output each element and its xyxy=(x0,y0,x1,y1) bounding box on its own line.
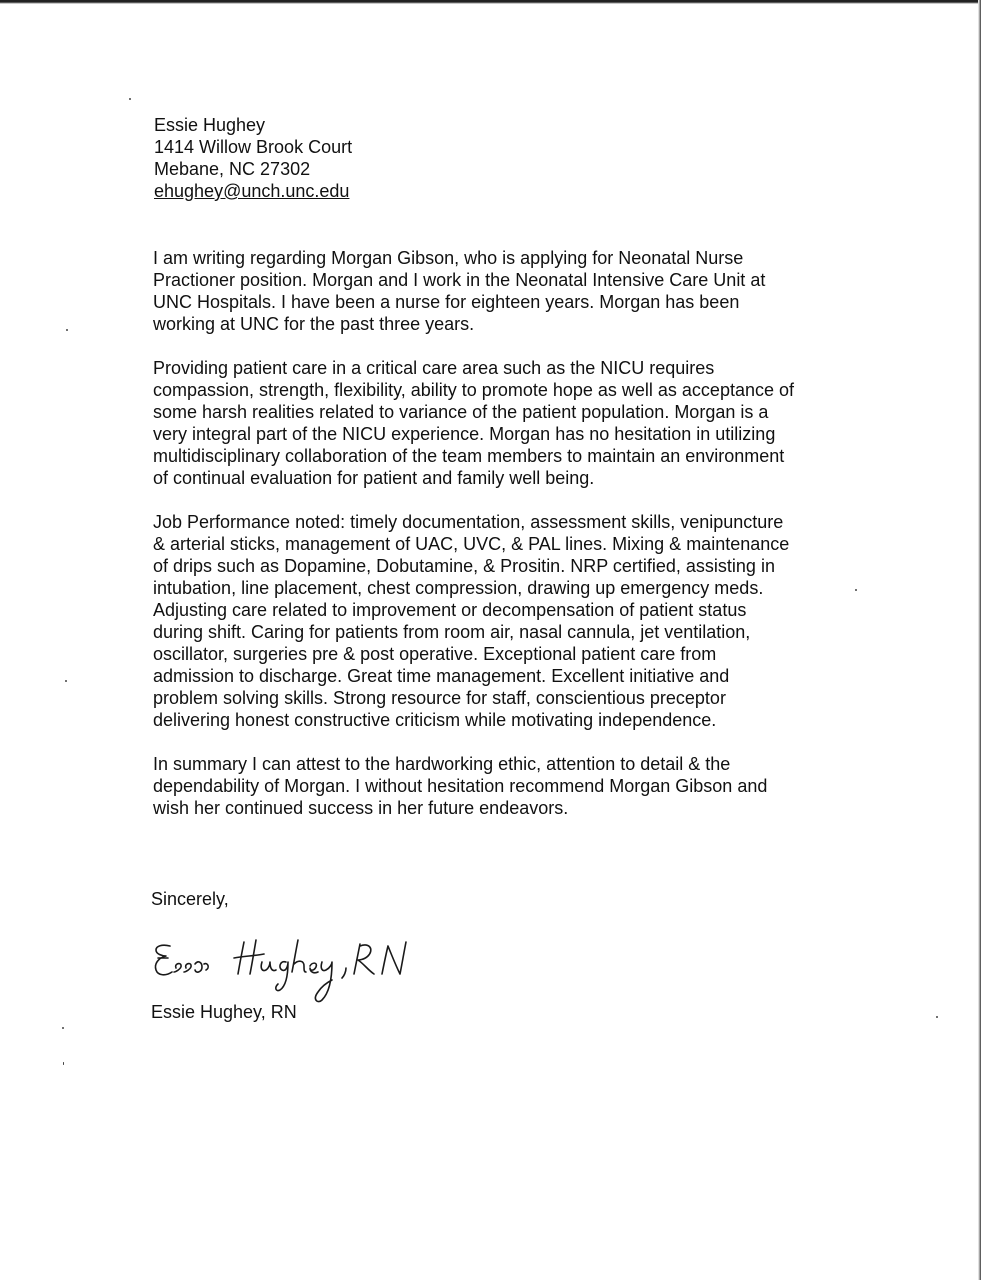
scan-speck xyxy=(66,329,68,331)
sender-city: Mebane, NC 27302 xyxy=(154,159,311,179)
sender-address-block xyxy=(154,114,352,202)
scan-speck xyxy=(936,1016,938,1018)
letter-paragraph-summary: In summary I can attest to the hardworking ethic, attention to detail & the dependability of Morgan. I without hesitation recommend Morgan Gibson and wish her continued success in her future endeavors. xyxy=(153,754,768,818)
signed-name: Essie Hughey, RN xyxy=(151,1002,297,1022)
sender-email: ehughey@unch.unc.edu xyxy=(154,181,350,201)
closing-salutation: Sincerely, xyxy=(151,889,229,909)
scan-speck xyxy=(129,98,131,100)
letter-paragraph-intro: I am writing regarding Morgan Gibson, who is applying for Neonatal Nurse Practioner position. Morgan and I work in the Neonatal Intensive Care Unit at UNC Hospitals. I have been a nurse for eighteen years. Morgan has been working at UNC for the past three years. xyxy=(153,248,766,334)
scan-speck xyxy=(63,1062,64,1065)
letter-paragraph-qualities: Providing patient care in a critical care area such as the NICU requires compassion, strength, flexibility, ability to promote hope as well as acceptance of some harsh realities related to variance of the patient population. Morgan is a very integral part of the NICU experience. Morgan has no hesitation in utilizing multidisciplinary collaboration of the team members to maintain an environment of continual evaluation for patient and family well being. xyxy=(153,358,794,488)
letter-paragraph-job-performance: Job Performance noted: timely documentation, assessment skills, venipuncture & arterial sticks, management of UAC, UVC, & PAL lines. Mixing & maintenance of drips such as Dopamine, Dobutamine, & Prositin. NRP certified, assisting in intubation, line placement, chest compression, drawing up emergency meds. Adjusting care related to improvement or decompensation of patient status during shift. Caring for patients from room air, nasal cannula, jet ventilation, oscillator, surgeries pre & post operative. Exceptional patient care from admission to discharge. Great time management. Excellent initiative and problem solving skills. Strong resource for staff, conscientious preceptor delivering honest constructive criticism while motivating independence. xyxy=(153,512,790,730)
handwritten-signature xyxy=(148,934,418,1006)
sender-street: 1414 Willow Brook Court xyxy=(154,137,353,157)
letter-body xyxy=(153,247,853,819)
scan-speck xyxy=(855,589,857,591)
scan-speck xyxy=(62,1027,64,1029)
sender-name: Essie Hughey xyxy=(154,115,266,135)
scan-speck xyxy=(65,680,67,682)
scan-edge-top xyxy=(0,0,981,4)
